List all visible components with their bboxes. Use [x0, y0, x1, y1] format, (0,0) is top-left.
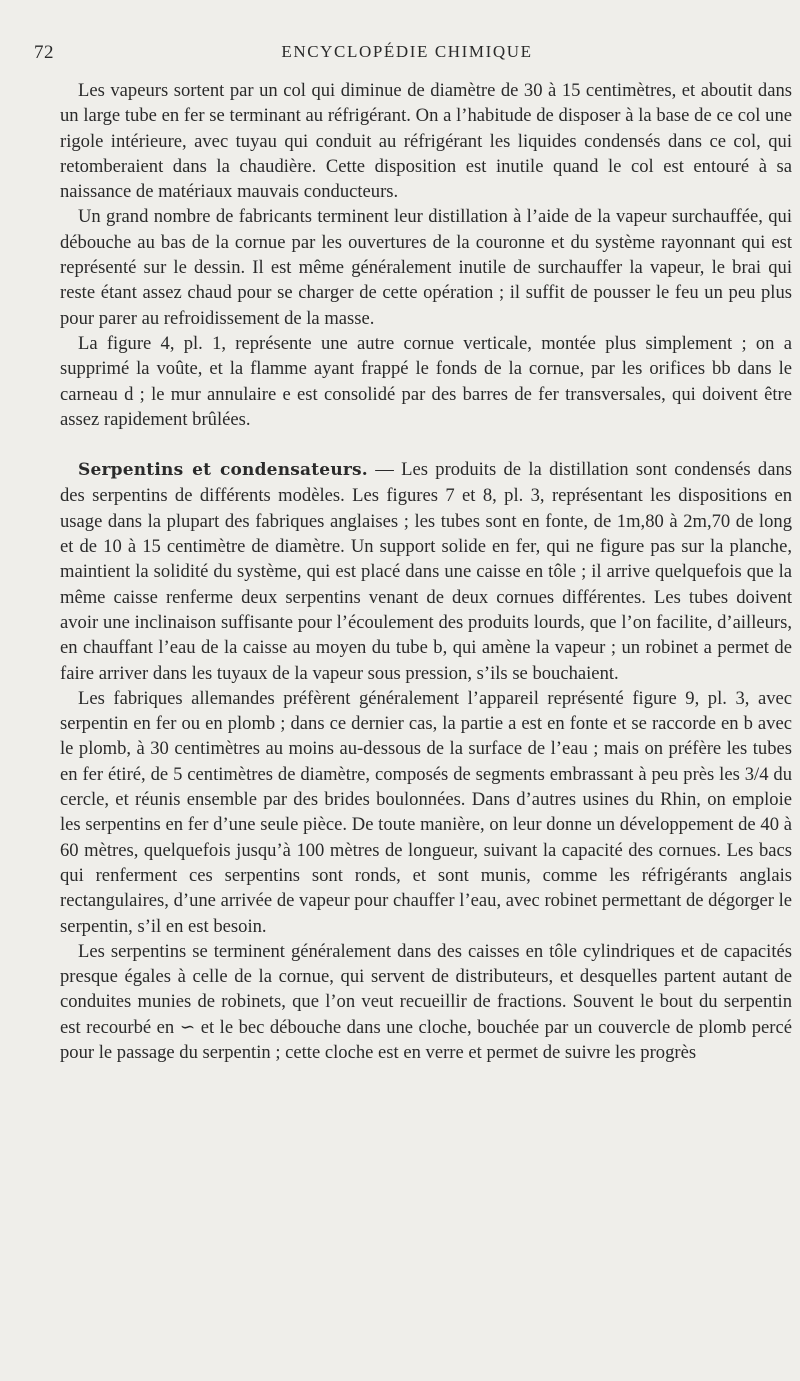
page-header	[34, 30, 770, 70]
paragraph: La figure 4, pl. 1, représente une autre cornue verticale, montée plus simplement ; on a supprimé la voûte, et la flamme ayant frappé le fonds de la cornue, par les orifices bb dans le carneau d ; le mur annulaire e est consolidé par des barres de fer transversales, qui doivent être assez rapidement brûlées.	[60, 332, 792, 430]
paragraph: Les fabriques allemandes préfèrent généralement l’appareil représenté figure 9, pl. 3, avec serpentin en fer ou en plomb ; dans ce dernier cas, la partie a est en fonte et se raccorde en b avec le plomb, à 30 centimètres au moins au-dessous de la surface de l’eau ; mais on préfère les tubes en fer étiré, de 5 centimètres de diamètre, composés de segments embrassant à peu près les 3/4 du cercle, et réunis ensemble par des brides boulonnées. Dans d’autres usines du Rhin, on emploie les serpentins en fer d’une seule pièce. De toute manière, on leur donne un développement de 40 à 60 mètres, quelquefois jusqu’à 100 mètres de longueur, suivant la capacité des cornues. Les bacs qui renferment ces serpentins sont ronds, et sont munis, comme les réfrigérants anglais rectangulaires, d’une arrivée de vapeur pour chauffer l’eau, avec robinet permettant de dégorger le serpentin, s’il en est besoin.	[60, 687, 792, 937]
section-lead-text: Les produits de la distillation sont condensés dans des serpentins de différents modèles. Les figures 7 et 8, pl. 3, représentant les dispositions en usage dans la plupart des fabriques anglaises ; les tubes sont en fonte, de 1m,80 à 2m,70 de long et de 10 à 15 centimètre de diamètre. Un support solide en fer, qui ne figure pas sur la planche, maintient la solidité du système, qui est placé dans une caisse en tôle ; il arrive quelquefois que la même caisse renferme deux serpentins venant de deux cornues différentes. Les tubes doivent avoir une inclinaison suffisante pour l’écoulement des produits lourds, que l’on facilite, d’ailleurs, en chauffant l’eau de la caisse au moyen du tube b, qui amène la vapeur ; un robinet a permet de faire arriver dans les tuyaux de la vapeur sous pression, s’ils se bouchaient.	[60, 459, 792, 684]
section-dash: —	[375, 459, 394, 481]
running-head: ENCYCLOPÉDIE CHIMIQUE	[281, 42, 533, 61]
page-number: 72	[34, 42, 54, 63]
paragraph: Les serpentins se terminent généralement dans des caisses en tôle cylindriques et de capacités presque égales à celle de la cornue, qui servent de distributeurs, et desquelles partent autant de conduites munies de robinets, que l’on veut recueillir de fractions. Souvent le bout du serpentin est recourbé en ∽ et le bec débouche dans une cloche, bouchée par un couvercle de plomb percé pour le passage du serpentin ; cette cloche est en verre et permet de suivre les progrès	[60, 940, 792, 1063]
section-paragraph	[60, 457, 792, 686]
paragraph: Les vapeurs sortent par un col qui diminue de diamètre de 30 à 15 centimètres, et aboutit dans un large tube en fer se terminant au réfrigérant. On a l’habitude de disposer à la base de ce col une rigole intérieure, avec tuyau qui conduit au réfrigérant les liquides condensés dans ce col, qui retomberaient dans la chaudière. Cette disposition est inutile quand le col est entouré à sa naissance de matériaux mauvais conducteurs.	[60, 80, 792, 203]
section-title: Serpentins et condensateurs.	[78, 460, 368, 481]
body-text	[60, 78, 792, 1065]
paragraph: Un grand nombre de fabricants terminent leur distillation à l’aide de la vapeur surchauffée, qui débouche au bas de la cornue par les ouvertures de la couronne et du système rayonnant qui est représenté sur le dessin. Il est même généralement inutile de surchauffer la vapeur, le brai qui reste étant assez chaud pour se charger de cette opération ; il suffit de pousser le feu un peu plus pour parer au refroidissement de la masse.	[60, 206, 792, 329]
